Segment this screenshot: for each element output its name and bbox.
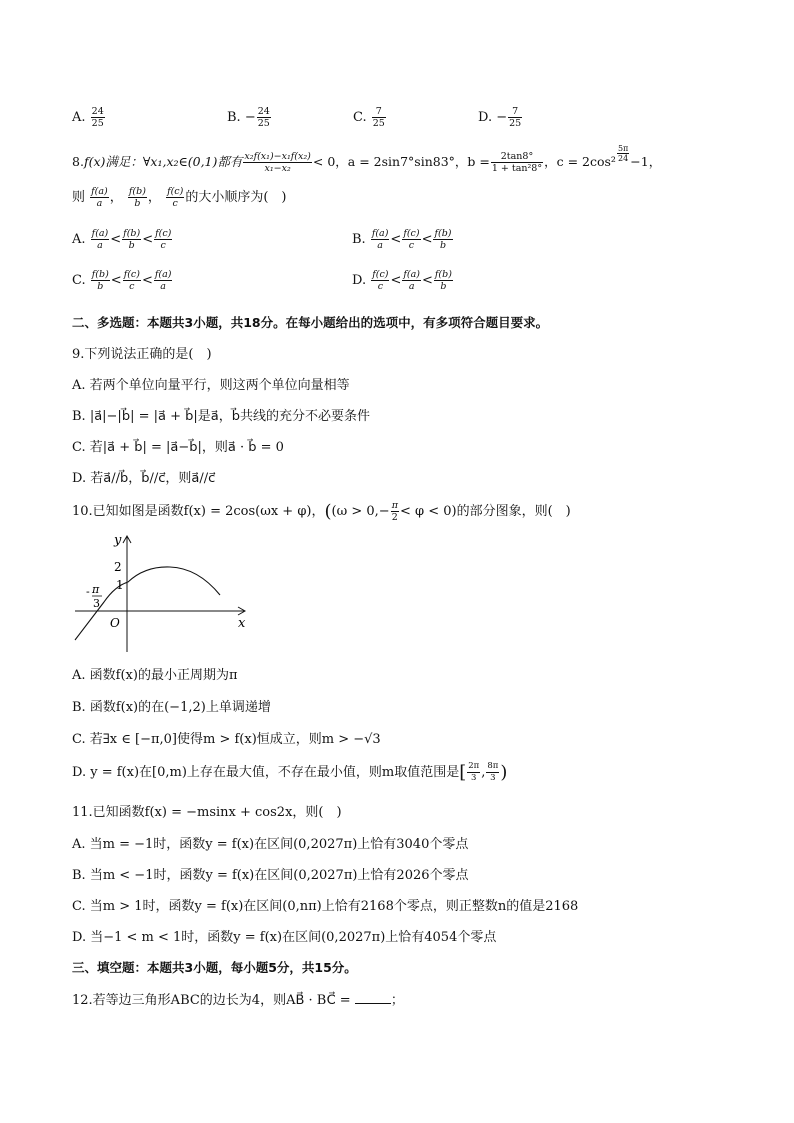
fraction-b: $\frac{f(b)}{b}$ <box>91 269 109 292</box>
q11-option-a: A. 当m = −1时，函数y = f(x)在区间(0,2027π)上恰有3040个零点 <box>72 837 469 852</box>
q11-option-b: B. 当m < −1时，函数y = f(x)在区间(0,2027π)上恰有2026个零点 <box>72 868 469 883</box>
fraction-c: $\frac{f(c)}{c}$ <box>403 228 420 251</box>
q10-option-a: A. 函数f(x)的最小正周期为π <box>72 668 238 683</box>
q10-function-graph <box>70 530 250 655</box>
less-than: < <box>110 273 122 288</box>
fraction-c: $\frac{f(c)}{c}$ <box>372 269 389 292</box>
q9-option-b: B. |a⃗|−|b⃗| = |a⃗ + b⃗|是a⃗，b⃗共线的充分不必要条件 <box>72 409 370 424</box>
q10-option-c: C. 若∃x ∈ [−π,0]使得m > f(x)恒成立，则m > −√3 <box>72 732 381 747</box>
q7-option-b: B. − $\frac{24}{25}$ <box>227 106 270 129</box>
section-heading-multi-choice: 二、多选题：本题共3小题，共18分。在每小题给出的选项中，有多项符合题目要求。 <box>72 315 549 330</box>
q9-option-c: C. 若|a⃗ + b⃗| = |a⃗−b⃗|，则a⃗ · b⃗ = 0 <box>72 440 284 455</box>
tick-neg: - <box>86 585 90 598</box>
q8-option-c <box>72 269 173 292</box>
y-label: y <box>114 533 122 548</box>
fraction-c: $\frac{f(c)}{c}$ <box>123 269 140 292</box>
q8-option-a <box>72 228 173 251</box>
tick-pi: π <box>92 583 100 596</box>
q8-option-b <box>352 228 454 251</box>
origin-label: O <box>110 616 120 630</box>
tick-1: 1 <box>116 578 124 592</box>
q9-option-d: D. 若a⃗//b⃗，b⃗//c⃗，则a⃗//c⃗ <box>72 471 216 486</box>
fraction-b: $\frac{f(b)}{b}$ <box>434 228 452 251</box>
q8-question: 则 $\frac{f(a)}{a}$ ， $\frac{f(b)}{b}$ ， $\frac{f(c)}{c}$ 的大小顺序为( ) <box>72 186 287 209</box>
q9-title: 9.下列说法正确的是( ) <box>72 347 212 362</box>
q8-option-d <box>352 269 454 292</box>
less-than: < <box>142 232 154 247</box>
q9-option-a: A. 若两个单位向量平行，则这两个单位向量相等 <box>72 378 350 393</box>
q11-option-c: C. 当m > 1时，函数y = f(x)在区间(0,nπ)上恰有2168个零点，则正整数n的值是2168 <box>72 899 579 914</box>
tick-3: 3 <box>93 597 100 610</box>
fraction-a: $\frac{f(a)}{a}$ <box>403 269 420 292</box>
less-than: < <box>421 232 433 247</box>
fraction-a: $\frac{f(a)}{a}$ <box>154 269 172 292</box>
q10-option-b: B. 函数f(x)的在(−1,2)上单调递增 <box>72 700 271 715</box>
q8-stem: 8.f(x)满足：∀x₁,x₂∈(0,1)都有 $\frac{\text{x₂f(x₁)−x₁f(x₂)}}{\text{x₁−x₂}}$ < 0，a = 2sin7°sin83°，b = $\frac{2\tan 8^\circ}{\text{1 + tan²8°}}$ ，c = 2cos² $\frac{5\pi}{24}$ −1， <box>72 144 662 175</box>
less-than: < <box>421 273 433 288</box>
option-label: A. <box>72 232 86 247</box>
fraction-b: $\frac{f(b)}{b}$ <box>434 269 452 292</box>
fraction-a: $\frac{f(a)}{a}$ <box>91 228 109 251</box>
answer-blank[interactable] <box>355 991 391 1004</box>
q11-title: 11.已知函数f(x) = −msinx + cos2x，则( ) <box>72 805 342 820</box>
less-than: < <box>390 232 402 247</box>
q7-option-d: D. − $\frac{7}{25}$ <box>478 106 522 129</box>
fraction-c: $\frac{f(c)}{c}$ <box>155 228 172 251</box>
less-than: < <box>390 273 402 288</box>
fraction-a: $\frac{f(a)}{a}$ <box>371 228 389 251</box>
x-label: x <box>238 616 246 631</box>
less-than: < <box>110 232 122 247</box>
q7-option-a: A. $\frac{24}{25}$ <box>72 106 104 129</box>
tick-2: 2 <box>114 560 122 574</box>
q10-option-d: D. y = f(x)在[0,m)上存在最大值，不存在最小值，则m取值范围是[ $\frac{2\pi}{3}$ , $\frac{8\pi}{3}$ ) <box>72 761 508 783</box>
option-label: B. <box>352 232 366 247</box>
q7-option-c: C. $\frac{7}{25}$ <box>353 106 385 129</box>
fraction-b: $\frac{f(b)}{b}$ <box>123 228 141 251</box>
option-label: C. <box>72 273 86 288</box>
q10-title: 10.已知如图是函数f(x) = 2cos(ωx + φ)，((ω > 0,− $\frac{\pi}{2}$ < φ < 0)的部分图象，则( ) <box>72 500 571 523</box>
option-label: D. <box>352 273 367 288</box>
q12-question: 12.若等边三角形ABC的边长为4，则AB⃗ · BC⃗ = ； <box>72 993 404 1008</box>
less-than: < <box>141 273 153 288</box>
section-heading-fill-in: 三、填空题：本题共3小题，每小题5分，共15分。 <box>72 960 357 975</box>
q11-option-d: D. 当−1 < m < 1时，函数y = f(x)在区间(0,2027π)上恰有4054个零点 <box>72 930 497 945</box>
